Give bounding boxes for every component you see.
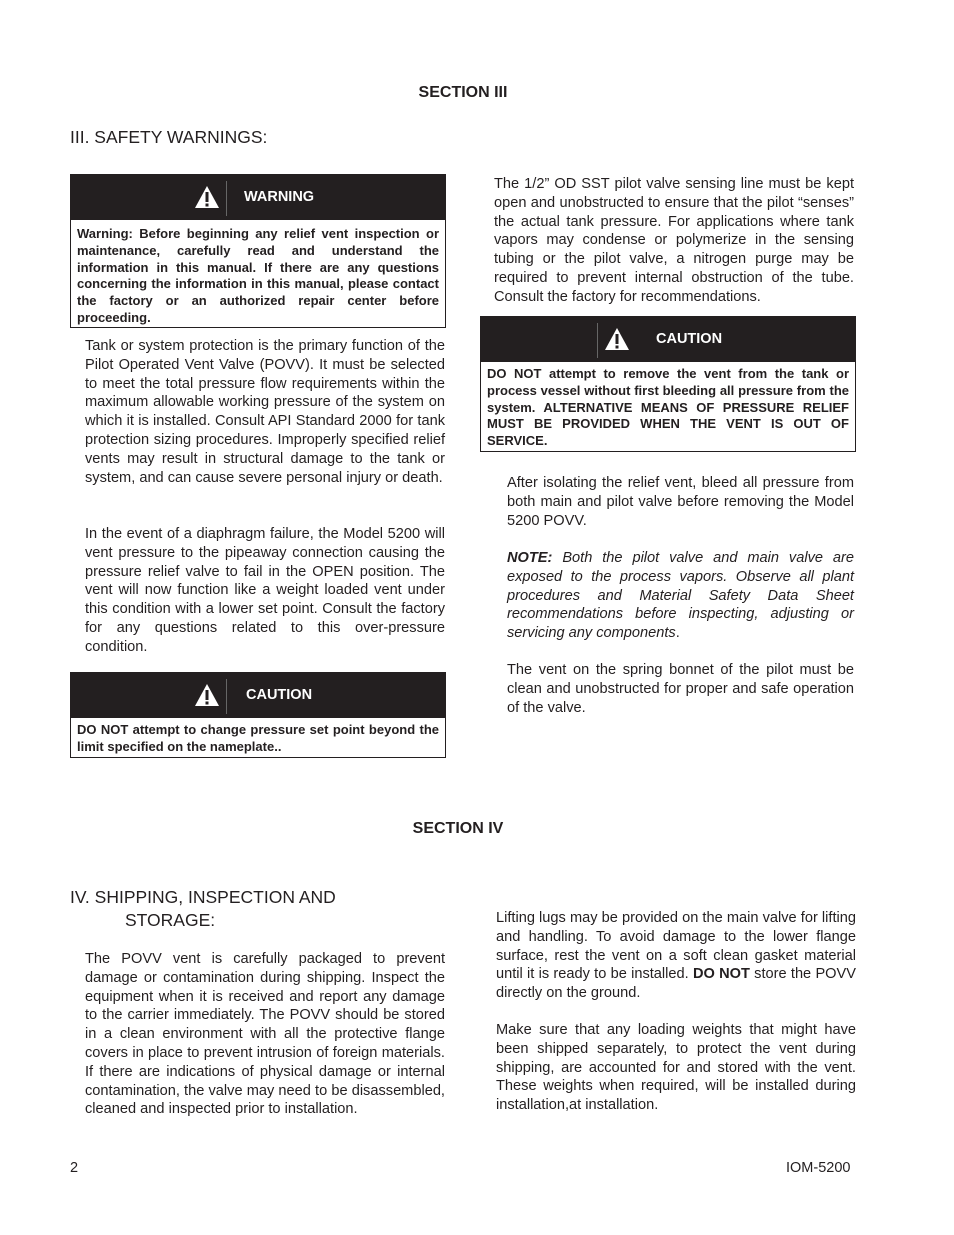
- packaged-paragraph: The POVV vent is carefully packaged to prevent damage or contamination during shipping. Inspect the equipment when it is received and report any damage to the carrier immediately. The POVV should be stored in a clean environment with all the protective flange covers in place to prevent intrusion of foreign materials. If there are indications of physical damage or internal contamination, the valve may need to be disassembled, cleaned and inspected prior to installation.: [85, 951, 445, 1118]
- warning-label: WARNING: [244, 189, 315, 205]
- caution-label: CAUTION: [656, 331, 723, 347]
- warning-text: Warning: Before beginning any relief vent inspection or maintenance, carefully read and understand the information in this manual. If there are any questions concerning the information in this manual, please contact the factory or an authorized repair center before proceeding.: [77, 226, 439, 325]
- caution-box-header: [71, 673, 445, 718]
- section-4-title: SECTION IV: [412, 820, 504, 837]
- note-end: .: [675, 625, 680, 642]
- caution-text: DO NOT attempt to change pressure set point beyond the limit specified on the nameplate..: [77, 722, 439, 754]
- sensing-line-paragraph: The 1/2” OD SST pilot valve sensing line must be kept open and unobstructed to ensure that the pilot “senses” the actual tank pressure. For applications where tank vapors may condense or polymerize in the sensing tubing or the pilot valve, a nitrogen purge may be required to prevent internal obstruction of the tube. Consult the factory for recommendations.: [494, 176, 854, 305]
- note-text: Both the pilot valve and main valve are exposed to the process vapors. Observe all plant procedures and Material Safety Data Sheet recommendations before inspecting, adjusting or servicing any components: [507, 550, 854, 642]
- do-not-text: DO NOT: [692, 966, 750, 983]
- shipping-heading: [70, 886, 470, 932]
- warning-triangle-icon: [194, 683, 220, 707]
- note-label: NOTE:: [507, 550, 553, 566]
- lugs-text: Lifting lugs may be provided on the main valve for lifting and handling. To avoid damage to the lower flange surface, rest the vent on a soft clean gasket material until it is ready to be installed.: [496, 910, 856, 983]
- warning-box: [70, 174, 446, 328]
- warning-triangle-icon: [604, 327, 630, 351]
- warning-triangle-icon: [194, 185, 220, 209]
- safety-warnings-heading: III. SAFETY WARNINGS:: [70, 127, 268, 147]
- lugs-end-text: store the POVV directly on the ground.: [496, 966, 856, 1002]
- isolating-paragraph: After isolating the relief vent, bleed all pressure from both main and pilot valve before removing the Model 5200 POVV.: [507, 475, 854, 529]
- caution-text: DO NOT attempt to remove the vent from the tank or process vessel without first bleeding all pressure from the system. ALTERNATIVE MEANS OF PRESSURE RELIEF MUST BE PROVIDED WHEN THE VENT IS OUT OF SERVICE.: [487, 366, 849, 449]
- caution-box-header: [481, 317, 855, 362]
- caution-box-remove-vent: [480, 316, 856, 452]
- document-code: IOM-5200: [786, 1160, 851, 1176]
- caution-box-set-point: [70, 672, 446, 758]
- page-number: 2: [70, 1160, 79, 1176]
- lifting-lugs-paragraph: [496, 909, 856, 1003]
- loading-weights-paragraph: Make sure that any loading weights that might have been shipped separately, to protect the vent during shipping, are accounted for and stored with the vent. These weights when required, will be installed during installation,at installation.: [496, 1022, 856, 1114]
- spring-bonnet-paragraph: The vent on the spring bonnet of the pilot must be clean and unobstructed for proper and safe operation of the valve.: [507, 662, 854, 716]
- shipping-heading-line1: IV. SHIPPING, INSPECTION AND: [70, 887, 336, 907]
- protection-paragraph: Tank or system protection is the primary function of the Pilot Operated Vent Valve (POVV). It must be selected to meet the total pressure flow requirements within the maximum allowable working pressure of the system on which it is installed. Consult API Standard 2000 for tank protection sizing procedures. Improperly specified relief vents may result in structural damage to the tank or system, and can cause severe personal injury or death.: [85, 338, 445, 486]
- section-3-title: SECTION III: [418, 84, 508, 101]
- diaphragm-paragraph: In the event of a diaphragm failure, the Model 5200 will vent pressure to the pipeaway connection causing the pressure relief valve to fail in the OPEN position. The vent will now function like a weight loaded vent under this condition with a lower set point. Consult the factory for any questions related to this over-pressure condition.: [85, 526, 445, 655]
- caution-label: CAUTION: [246, 687, 313, 703]
- note-paragraph: [507, 549, 854, 643]
- warning-box-header: [71, 175, 445, 220]
- shipping-heading-line2: STORAGE:: [125, 910, 216, 930]
